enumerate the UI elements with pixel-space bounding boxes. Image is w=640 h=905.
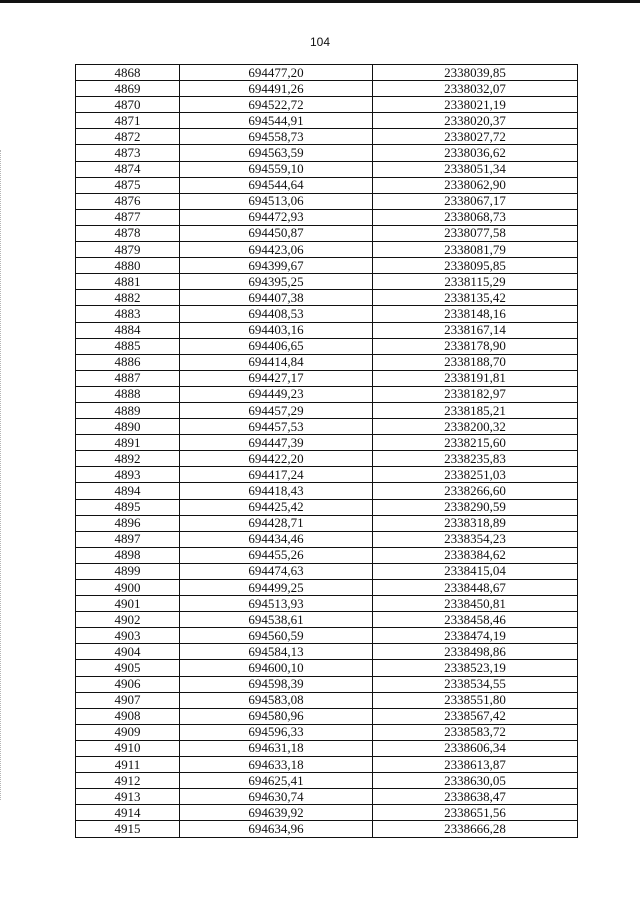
y-coordinate-cell: 2338290,59: [373, 499, 578, 515]
x-coordinate-cell: 694563,59: [180, 145, 373, 161]
x-coordinate-cell: 694544,91: [180, 113, 373, 129]
point-number-cell: 4887: [76, 370, 180, 386]
point-number-cell: 4883: [76, 306, 180, 322]
x-coordinate-cell: 694455,26: [180, 547, 373, 563]
point-number-cell: 4899: [76, 563, 180, 579]
table-row: [76, 596, 578, 612]
x-coordinate-cell: 694414,84: [180, 354, 373, 370]
x-coordinate-cell: 694406,65: [180, 338, 373, 354]
table-row: [76, 97, 578, 113]
point-number-cell: 4884: [76, 322, 180, 338]
point-number-cell: 4878: [76, 225, 180, 241]
y-coordinate-cell: 2338036,62: [373, 145, 578, 161]
table-row: [76, 81, 578, 97]
y-coordinate-cell: 2338178,90: [373, 338, 578, 354]
x-coordinate-cell: 694457,29: [180, 402, 373, 418]
table-row: [76, 467, 578, 483]
y-coordinate-cell: 2338448,67: [373, 580, 578, 596]
table-row: [76, 563, 578, 579]
y-coordinate-cell: 2338613,87: [373, 757, 578, 773]
table-row: [76, 129, 578, 145]
table-row: [76, 419, 578, 435]
y-coordinate-cell: 2338200,32: [373, 419, 578, 435]
table-row: [76, 290, 578, 306]
point-number-cell: 4873: [76, 145, 180, 161]
point-number-cell: 4876: [76, 193, 180, 209]
table-row: [76, 306, 578, 322]
y-coordinate-cell: 2338215,60: [373, 435, 578, 451]
table-row: [76, 161, 578, 177]
point-number-cell: 4875: [76, 177, 180, 193]
table-row: [76, 660, 578, 676]
page-left-edge: [0, 150, 2, 800]
x-coordinate-cell: 694447,39: [180, 435, 373, 451]
coordinates-table: [75, 64, 578, 838]
x-coordinate-cell: 694580,96: [180, 708, 373, 724]
x-coordinate-cell: 694625,41: [180, 773, 373, 789]
y-coordinate-cell: 2338318,89: [373, 515, 578, 531]
table-row: [76, 483, 578, 499]
page-top-border: [0, 0, 640, 3]
table-row: [76, 515, 578, 531]
point-number-cell: 4881: [76, 274, 180, 290]
y-coordinate-cell: 2338051,34: [373, 161, 578, 177]
table-row: [76, 740, 578, 756]
table-row: [76, 547, 578, 563]
point-number-cell: 4868: [76, 65, 180, 81]
point-number-cell: 4890: [76, 419, 180, 435]
x-coordinate-cell: 694639,92: [180, 805, 373, 821]
point-number-cell: 4894: [76, 483, 180, 499]
y-coordinate-cell: 2338384,62: [373, 547, 578, 563]
table-row: [76, 692, 578, 708]
point-number-cell: 4880: [76, 258, 180, 274]
table-row: [76, 435, 578, 451]
table-row: [76, 322, 578, 338]
y-coordinate-cell: 2338067,17: [373, 193, 578, 209]
point-number-cell: 4886: [76, 354, 180, 370]
y-coordinate-cell: 2338458,46: [373, 612, 578, 628]
y-coordinate-cell: 2338135,42: [373, 290, 578, 306]
point-number-cell: 4907: [76, 692, 180, 708]
x-coordinate-cell: 694596,33: [180, 724, 373, 740]
point-number-cell: 4874: [76, 161, 180, 177]
x-coordinate-cell: 694598,39: [180, 676, 373, 692]
point-number-cell: 4895: [76, 499, 180, 515]
x-coordinate-cell: 694544,64: [180, 177, 373, 193]
point-number-cell: 4911: [76, 757, 180, 773]
point-number-cell: 4877: [76, 209, 180, 225]
y-coordinate-cell: 2338081,79: [373, 242, 578, 258]
table-row: [76, 580, 578, 596]
point-number-cell: 4901: [76, 596, 180, 612]
x-coordinate-cell: 694399,67: [180, 258, 373, 274]
table-row: [76, 757, 578, 773]
point-number-cell: 4914: [76, 805, 180, 821]
x-coordinate-cell: 694474,63: [180, 563, 373, 579]
table-row: [76, 242, 578, 258]
table-row: [76, 724, 578, 740]
x-coordinate-cell: 694428,71: [180, 515, 373, 531]
y-coordinate-cell: 2338583,72: [373, 724, 578, 740]
point-number-cell: 4902: [76, 612, 180, 628]
y-coordinate-cell: 2338115,29: [373, 274, 578, 290]
y-coordinate-cell: 2338027,72: [373, 129, 578, 145]
x-coordinate-cell: 694418,43: [180, 483, 373, 499]
y-coordinate-cell: 2338415,04: [373, 563, 578, 579]
y-coordinate-cell: 2338039,85: [373, 65, 578, 81]
table-row: [76, 499, 578, 515]
table-row: [76, 708, 578, 724]
x-coordinate-cell: 694425,42: [180, 499, 373, 515]
x-coordinate-cell: 694422,20: [180, 451, 373, 467]
table-row: [76, 258, 578, 274]
point-number-cell: 4870: [76, 97, 180, 113]
table-row: [76, 676, 578, 692]
x-coordinate-cell: 694631,18: [180, 740, 373, 756]
y-coordinate-cell: 2338251,03: [373, 467, 578, 483]
point-number-cell: 4892: [76, 451, 180, 467]
point-number-cell: 4910: [76, 740, 180, 756]
x-coordinate-cell: 694583,08: [180, 692, 373, 708]
table-row: [76, 789, 578, 805]
y-coordinate-cell: 2338021,19: [373, 97, 578, 113]
table-row: [76, 338, 578, 354]
x-coordinate-cell: 694450,87: [180, 225, 373, 241]
table-row: [76, 274, 578, 290]
point-number-cell: 4912: [76, 773, 180, 789]
point-number-cell: 4891: [76, 435, 180, 451]
y-coordinate-cell: 2338182,97: [373, 386, 578, 402]
y-coordinate-cell: 2338191,81: [373, 370, 578, 386]
y-coordinate-cell: 2338235,83: [373, 451, 578, 467]
x-coordinate-cell: 694513,93: [180, 596, 373, 612]
table-row: [76, 773, 578, 789]
y-coordinate-cell: 2338354,23: [373, 531, 578, 547]
x-coordinate-cell: 694449,23: [180, 386, 373, 402]
table-row: [76, 531, 578, 547]
point-number-cell: 4900: [76, 580, 180, 596]
point-number-cell: 4905: [76, 660, 180, 676]
y-coordinate-cell: 2338167,14: [373, 322, 578, 338]
point-number-cell: 4871: [76, 113, 180, 129]
point-number-cell: 4888: [76, 386, 180, 402]
y-coordinate-cell: 2338077,58: [373, 225, 578, 241]
y-coordinate-cell: 2338523,19: [373, 660, 578, 676]
y-coordinate-cell: 2338062,90: [373, 177, 578, 193]
table-row: [76, 354, 578, 370]
y-coordinate-cell: 2338666,28: [373, 821, 578, 837]
y-coordinate-cell: 2338638,47: [373, 789, 578, 805]
table-row: [76, 402, 578, 418]
x-coordinate-cell: 694423,06: [180, 242, 373, 258]
x-coordinate-cell: 694513,06: [180, 193, 373, 209]
x-coordinate-cell: 694522,72: [180, 97, 373, 113]
point-number-cell: 4904: [76, 644, 180, 660]
x-coordinate-cell: 694491,26: [180, 81, 373, 97]
x-coordinate-cell: 694417,24: [180, 467, 373, 483]
point-number-cell: 4908: [76, 708, 180, 724]
table-row: [76, 805, 578, 821]
point-number-cell: 4879: [76, 242, 180, 258]
x-coordinate-cell: 694538,61: [180, 612, 373, 628]
table-row: [76, 225, 578, 241]
y-coordinate-cell: 2338020,37: [373, 113, 578, 129]
y-coordinate-cell: 2338450,81: [373, 596, 578, 612]
table-row: [76, 177, 578, 193]
y-coordinate-cell: 2338188,70: [373, 354, 578, 370]
x-coordinate-cell: 694630,74: [180, 789, 373, 805]
y-coordinate-cell: 2338148,16: [373, 306, 578, 322]
y-coordinate-cell: 2338551,80: [373, 692, 578, 708]
table-row: [76, 628, 578, 644]
point-number-cell: 4906: [76, 676, 180, 692]
x-coordinate-cell: 694477,20: [180, 65, 373, 81]
y-coordinate-cell: 2338032,07: [373, 81, 578, 97]
point-number-cell: 4913: [76, 789, 180, 805]
point-number-cell: 4869: [76, 81, 180, 97]
table-row: [76, 612, 578, 628]
x-coordinate-cell: 694633,18: [180, 757, 373, 773]
x-coordinate-cell: 694395,25: [180, 274, 373, 290]
point-number-cell: 4896: [76, 515, 180, 531]
y-coordinate-cell: 2338567,42: [373, 708, 578, 724]
y-coordinate-cell: 2338651,56: [373, 805, 578, 821]
y-coordinate-cell: 2338534,55: [373, 676, 578, 692]
point-number-cell: 4882: [76, 290, 180, 306]
table-row: [76, 209, 578, 225]
table-row: [76, 113, 578, 129]
y-coordinate-cell: 2338630,05: [373, 773, 578, 789]
point-number-cell: 4909: [76, 724, 180, 740]
x-coordinate-cell: 694408,53: [180, 306, 373, 322]
point-number-cell: 4872: [76, 129, 180, 145]
x-coordinate-cell: 694558,73: [180, 129, 373, 145]
point-number-cell: 4893: [76, 467, 180, 483]
point-number-cell: 4897: [76, 531, 180, 547]
y-coordinate-cell: 2338474,19: [373, 628, 578, 644]
x-coordinate-cell: 694472,93: [180, 209, 373, 225]
table-row: [76, 821, 578, 837]
table-row: [76, 386, 578, 402]
y-coordinate-cell: 2338185,21: [373, 402, 578, 418]
x-coordinate-cell: 694600,10: [180, 660, 373, 676]
x-coordinate-cell: 694584,13: [180, 644, 373, 660]
table-row: [76, 451, 578, 467]
table-row: [76, 370, 578, 386]
y-coordinate-cell: 2338095,85: [373, 258, 578, 274]
y-coordinate-cell: 2338068,73: [373, 209, 578, 225]
table-row: [76, 145, 578, 161]
point-number-cell: 4903: [76, 628, 180, 644]
point-number-cell: 4885: [76, 338, 180, 354]
point-number-cell: 4889: [76, 402, 180, 418]
table-row: [76, 193, 578, 209]
x-coordinate-cell: 694559,10: [180, 161, 373, 177]
x-coordinate-cell: 694434,46: [180, 531, 373, 547]
x-coordinate-cell: 694499,25: [180, 580, 373, 596]
y-coordinate-cell: 2338606,34: [373, 740, 578, 756]
x-coordinate-cell: 694457,53: [180, 419, 373, 435]
x-coordinate-cell: 694427,17: [180, 370, 373, 386]
coordinates-table-body: [76, 65, 578, 838]
point-number-cell: 4898: [76, 547, 180, 563]
y-coordinate-cell: 2338266,60: [373, 483, 578, 499]
point-number-cell: 4915: [76, 821, 180, 837]
table-row: [76, 65, 578, 81]
table-row: [76, 644, 578, 660]
x-coordinate-cell: 694560,59: [180, 628, 373, 644]
x-coordinate-cell: 694403,16: [180, 322, 373, 338]
x-coordinate-cell: 694407,38: [180, 290, 373, 306]
x-coordinate-cell: 694634,96: [180, 821, 373, 837]
page-number: 104: [309, 35, 331, 49]
y-coordinate-cell: 2338498,86: [373, 644, 578, 660]
